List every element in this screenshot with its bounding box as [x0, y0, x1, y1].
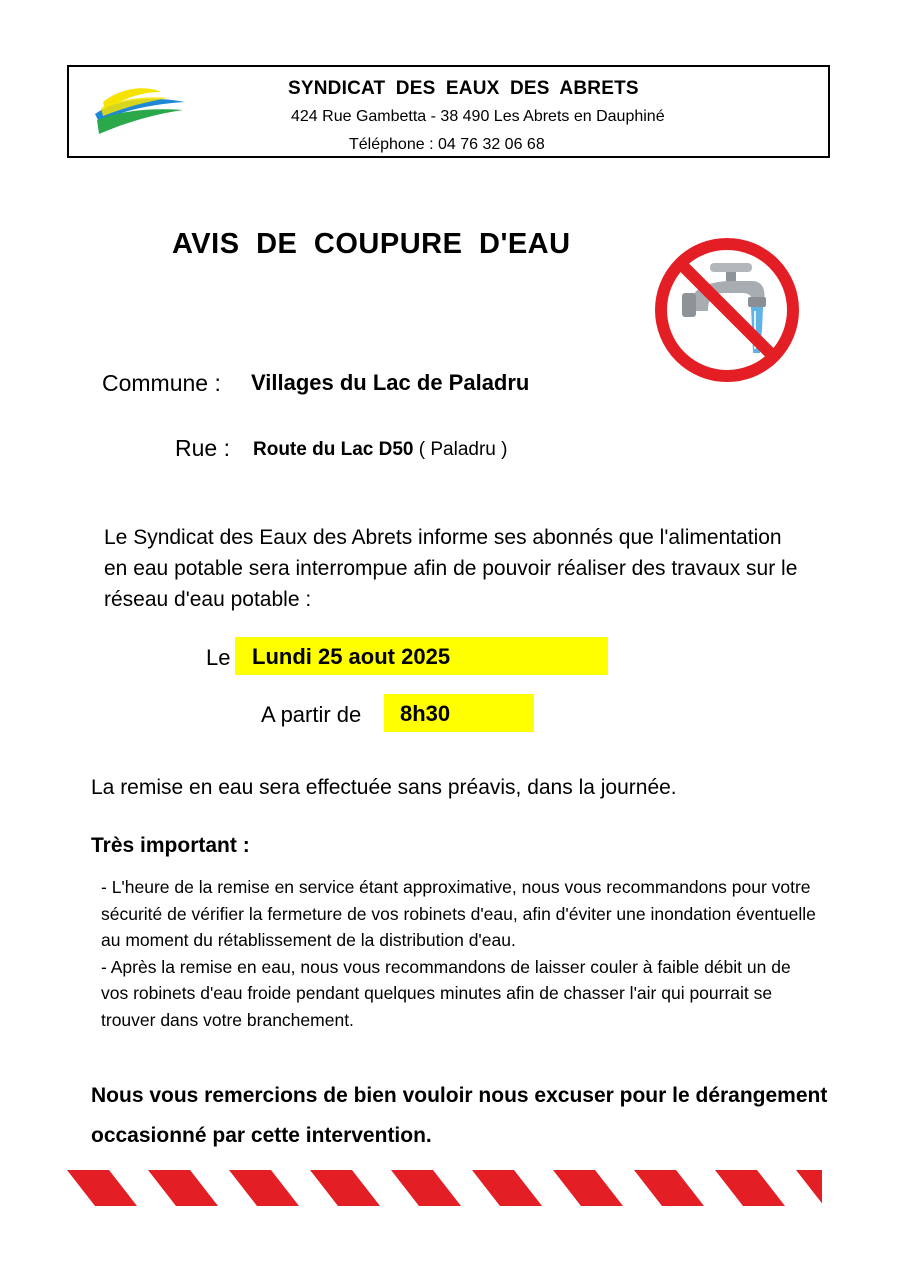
tape-stripe — [553, 1170, 623, 1206]
time-value: 8h30 — [400, 701, 451, 726]
commune-value: Villages du Lac de Paladru — [251, 370, 530, 395]
tape-stripe — [472, 1170, 542, 1206]
tape-stripe — [67, 1170, 137, 1206]
commune-label: Commune : — [102, 370, 221, 396]
rue-label: Rue : — [175, 435, 230, 461]
syndicat-logo-icon — [93, 84, 188, 140]
rue-suffix: ( Paladru ) — [413, 439, 508, 460]
warning-tape-icon — [67, 1170, 822, 1206]
rue-line — [253, 439, 507, 461]
closing-message: Nous vous remercions de bien vouloir nous excuser pour le dérangement occasionné par cette intervention. — [91, 1084, 828, 1147]
important-item: - Après la remise en eau, nous vous recommandons de laisser couler à faible débit un de vos robinets d'eau froide pendant quelques minutes afin de chasser l'air qui pourrait se trouver dans votre branchement. — [101, 956, 791, 1030]
important-list — [101, 874, 821, 1033]
time-label: A partir de — [261, 702, 362, 727]
tape-stripe — [796, 1170, 822, 1206]
restore-note: La remise en eau sera effectuée sans préavis, dans la journée. — [91, 776, 677, 799]
tape-stripe — [229, 1170, 299, 1206]
important-title: Très important : — [91, 834, 250, 857]
intro-paragraph: Le Syndicat des Eaux des Abrets informe ses abonnés que l'alimentation en eau potable sera interrompue afin de pouvoir réaliser des travaux sur le réseau d'eau potable : — [104, 526, 798, 611]
date-label: Le — [206, 645, 231, 670]
date-value: Lundi 25 aout 2025 — [252, 644, 451, 669]
tape-stripe — [391, 1170, 461, 1206]
no-water-tap-icon — [652, 235, 802, 385]
org-address: 424 Rue Gambetta - 38 490 Les Abrets en Dauphiné — [291, 108, 665, 125]
tape-stripe — [310, 1170, 380, 1206]
org-name: SYNDICAT DES EAUX DES ABRETS — [288, 78, 639, 99]
tape-stripe — [148, 1170, 218, 1206]
tape-stripe — [634, 1170, 704, 1206]
page-title: AVIS DE COUPURE D'EAU — [172, 228, 571, 260]
rue-value: Route du Lac D50 — [253, 439, 414, 460]
org-phone: Téléphone : 04 76 32 06 68 — [349, 136, 545, 153]
tape-stripe — [715, 1170, 785, 1206]
important-item: - L'heure de la remise en service étant approximative, nous vous recommandons pour votre sécurité de vérifier la fermeture de vos robinets d'eau, afin d'éviter une inondation éventuelle au moment du rétablissement de la distribution d'eau. — [101, 877, 816, 950]
